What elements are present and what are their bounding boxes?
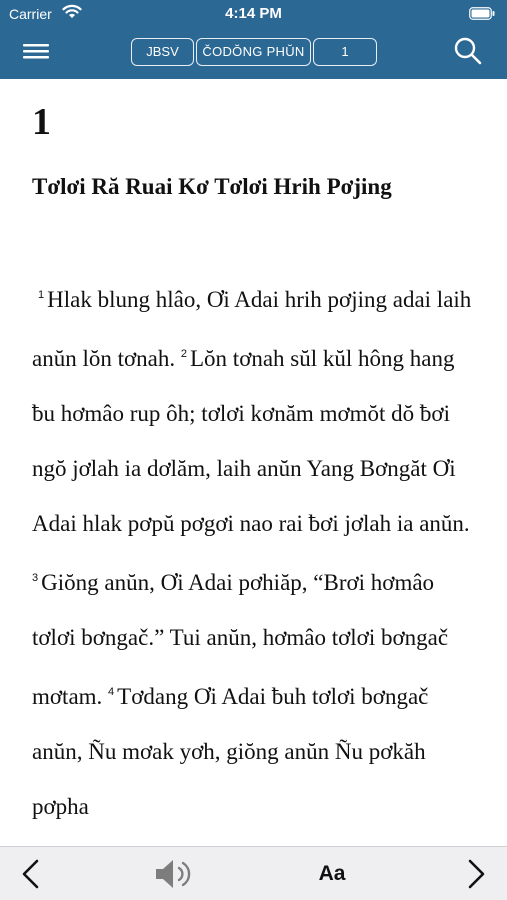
- search-button[interactable]: [453, 36, 483, 66]
- verse-text: Lŏn tơnah sŭl kŭl hông hang ƀu hơmâo rup ôh; tơlơi kơnăm mơmŏt dŏ ƀơi ngŏ jơlah ia dơlăm, laih anŭn Yang Bơngăt Ơi Adai hlak pơpŭ pơgơi nao rai ƀơi jơlah ia anŭn.: [32, 346, 470, 536]
- version-selector-button[interactable]: JBSV: [131, 38, 194, 66]
- carrier-label: Carrier: [9, 6, 52, 22]
- book-selector-button[interactable]: ČODŎNG PHŬN: [196, 38, 311, 66]
- chevron-left-icon: [18, 858, 42, 890]
- verse-text: Hlak blung hlâo, Ơi Adai hrih pơjing adai laih anŭn lŏn tơnah.: [32, 287, 472, 371]
- status-bar: [0, 0, 507, 28]
- chevron-right-icon: [465, 858, 489, 890]
- verse-text: Giŏng anŭn, Ơi Adai pơhiăp, “Brơi hơmâo tơlơi bơngač.” Tui anŭn, hơmâo tơlơi bơngač mơtam.: [32, 570, 449, 709]
- scripture-content[interactable]: [0, 79, 507, 846]
- section-heading: Tơlơi Ră Ruai Kơ Tơlơi Hrih Pơjing: [32, 174, 392, 199]
- search-icon: [453, 36, 483, 66]
- font-settings-button[interactable]: Aa: [318, 862, 346, 885]
- hamburger-menu-icon: [22, 38, 52, 64]
- verses-paragraph: [32, 268, 478, 834]
- next-chapter-button[interactable]: [465, 858, 489, 890]
- top-bar: [0, 0, 507, 79]
- verse-number: 2: [180, 348, 187, 360]
- chapter-selector-button[interactable]: 1: [313, 38, 377, 66]
- bottom-toolbar: [0, 846, 507, 900]
- navigation-bar: [0, 28, 507, 79]
- previous-chapter-button[interactable]: [18, 858, 42, 890]
- audio-button[interactable]: [154, 857, 196, 891]
- verse-number: 4: [108, 686, 115, 698]
- verse-number: 1: [38, 289, 45, 301]
- verse-text: Tơdang Ơi Adai ƀuh tơlơi bơngač anŭn, Ñu mơak yơh, giŏng anŭn Ñu pơkăh pơpha: [32, 684, 429, 819]
- battery-icon: [469, 7, 495, 20]
- speaker-icon: [154, 857, 196, 891]
- status-time: 4:14 PM: [225, 5, 282, 22]
- menu-button[interactable]: [22, 38, 52, 64]
- chapter-number: 1: [32, 101, 51, 143]
- verse-number: 3: [32, 572, 39, 584]
